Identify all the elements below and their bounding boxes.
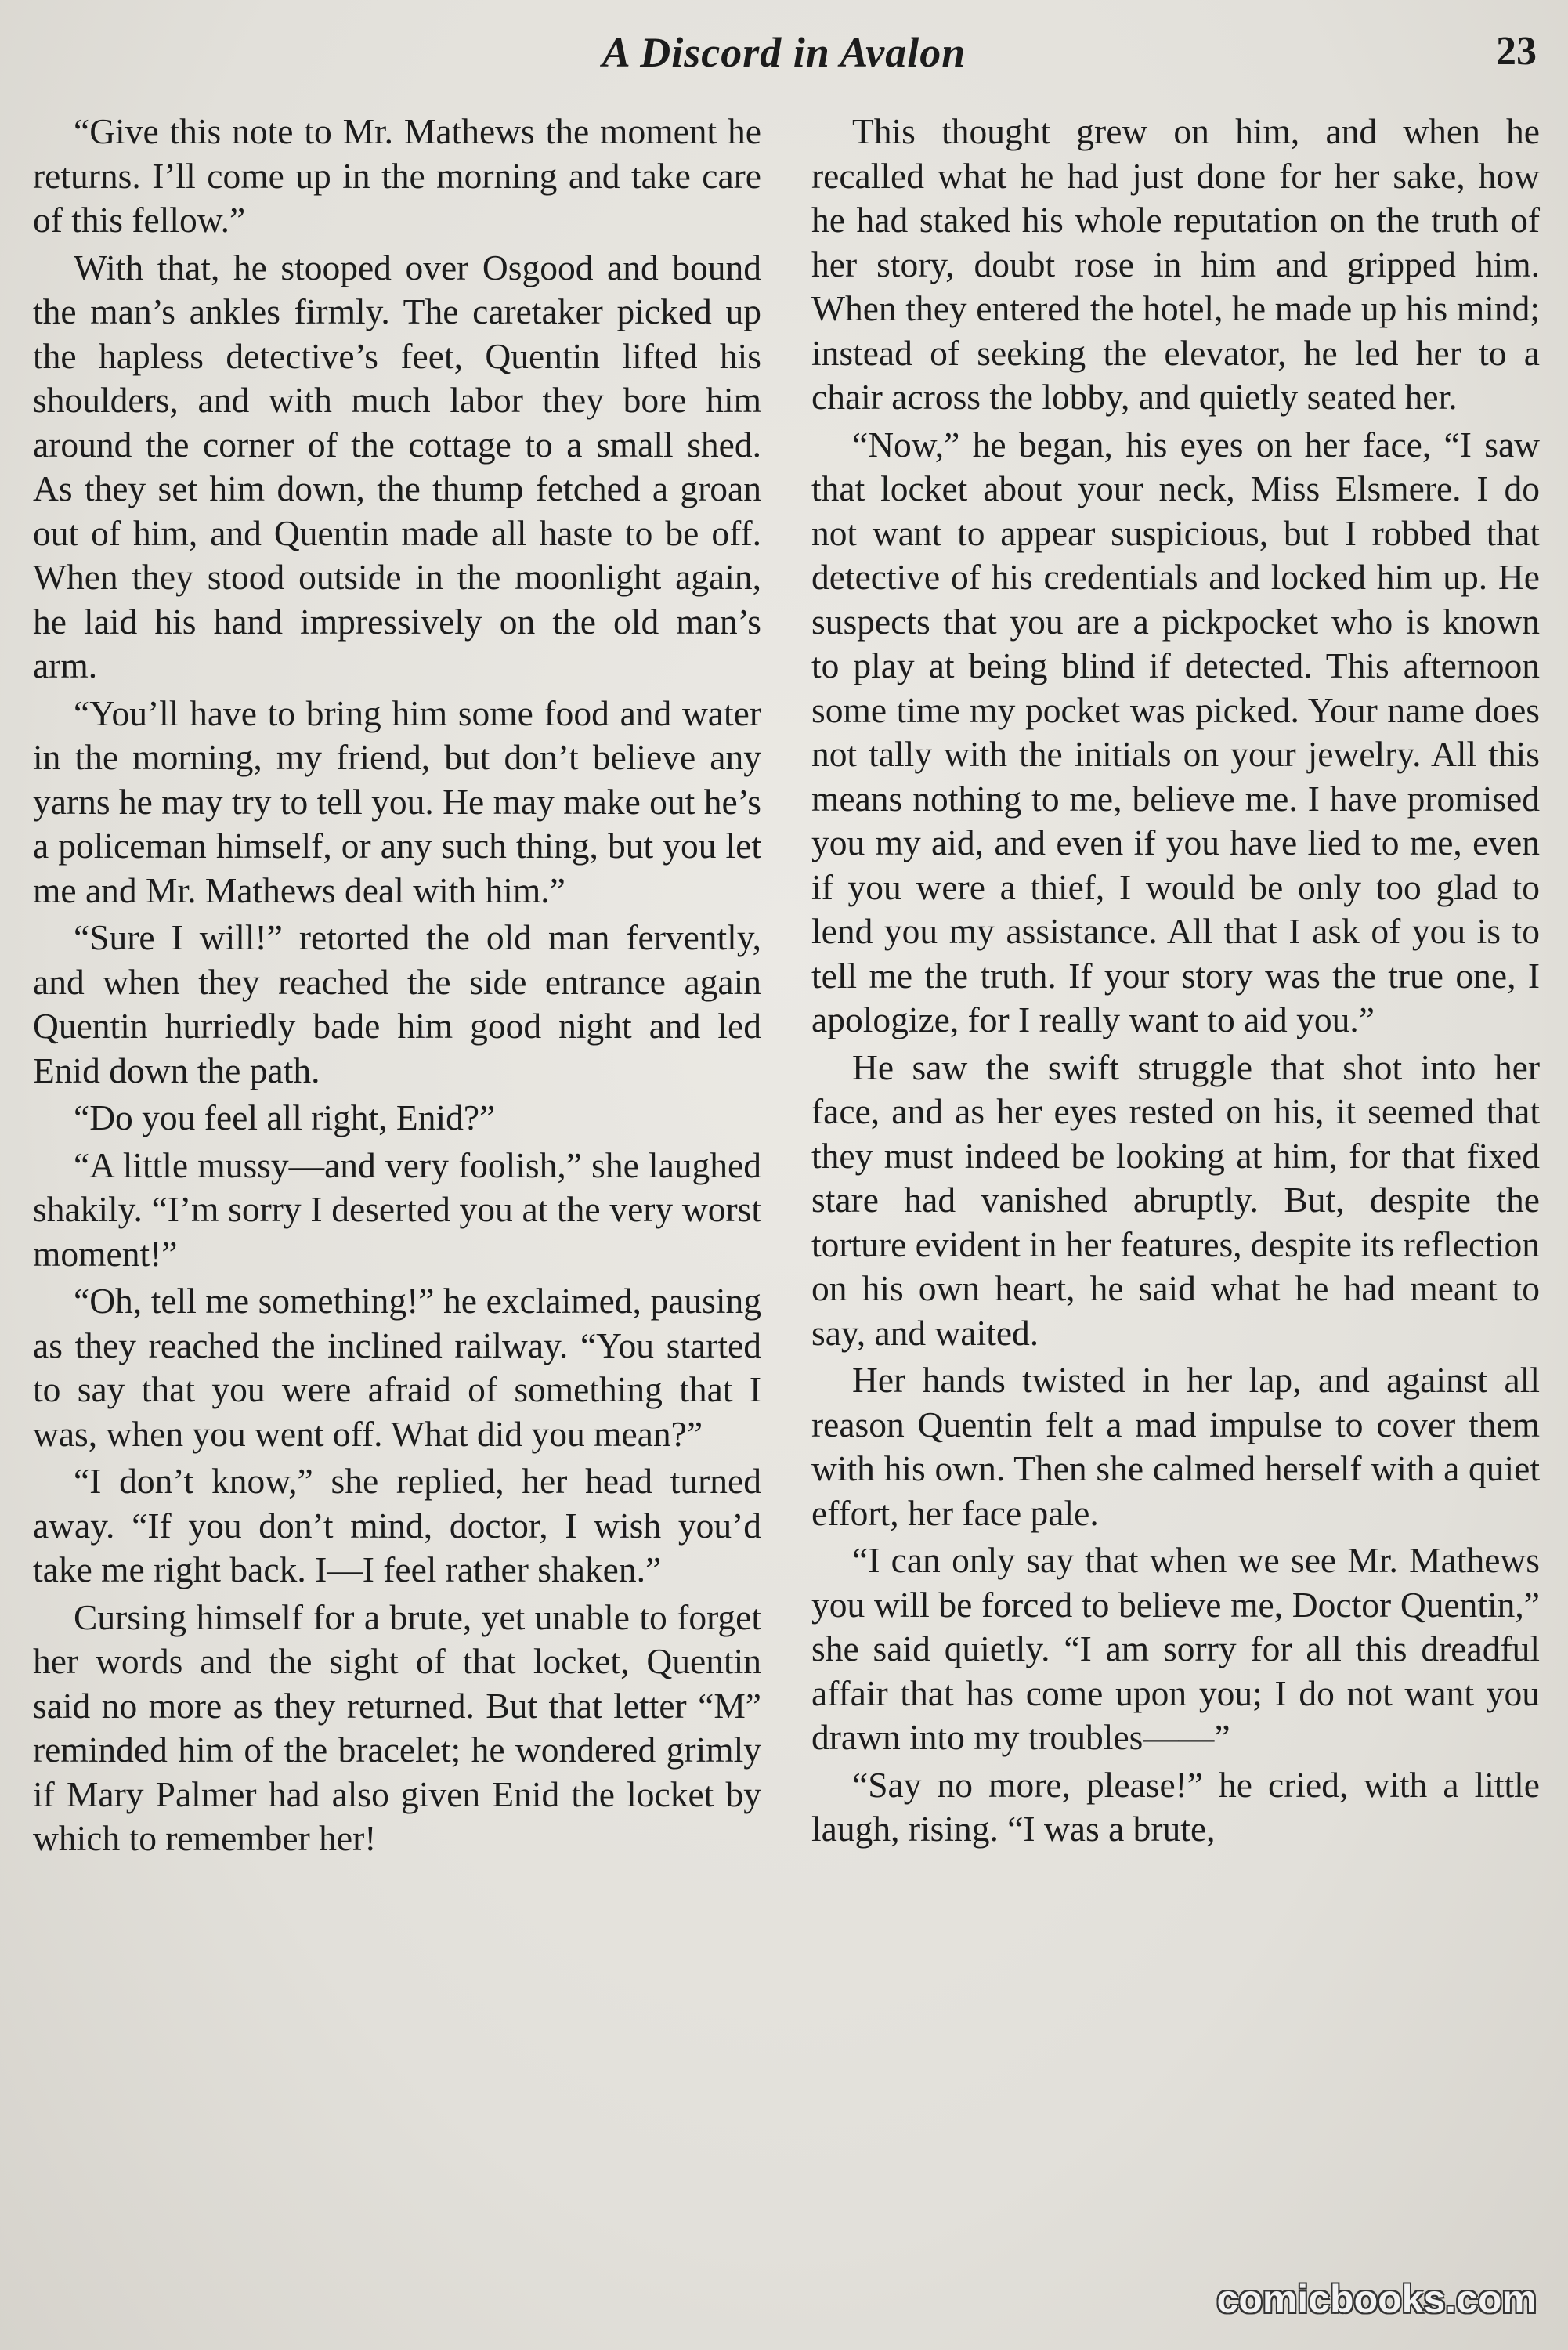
paragraph: “I can only say that when we see Mr. Mathews you will be forced to believe me, Doctor Quentin,” she said quietly. “I am sorry for all this dreadful affair that has come upon you; I do not want you drawn into my troubles——” (811, 1540, 1540, 1757)
paragraph: “Do you feel all right, Enid?” (74, 1097, 496, 1137)
paragraph: “You’ll have to bring him some food and water in the morning, my friend, but don’t believe any yarns he may try to tell you. He may make out he’s a policeman himself, or any such thing, but you let me and Mr. Mathews deal with him.” (33, 692, 761, 910)
page-title: A Discord in Avalon (602, 29, 966, 76)
paragraph: “Say no more, please!” he cried, with a little laugh, rising. “I was a brute, (811, 1764, 1540, 1849)
paragraph: “Sure I will!” retorted the old man fervently, and when they reached the side entrance again Quentin hurriedly bade him good night and led Enid down the path. (33, 917, 761, 1090)
paragraph: Her hands twisted in her lap, and against all reason Quentin felt a mad impulse to cover them with his own. Then she calmed herself with a quiet effort, her face pale. (811, 1360, 1540, 1533)
watermark: comicbooks.com (1216, 2277, 1537, 2321)
paragraph: “I don’t know,” she replied, her head turned away. “If you don’t mind, doctor, I wish you’d take me right back. I—I feel rather shaken.” (33, 1461, 761, 1589)
page-number: 23 (1496, 29, 1537, 74)
paragraph: Cursing himself for a brute, yet unable to forget her words and the sight of that locket, Quentin said no more as they returned. But that letter “M” reminded him of the bracelet; he wondered grimly if Mary Palmer had also given Enid the locket by which to remember her! (33, 1596, 761, 1858)
running-header (0, 28, 1568, 83)
paragraph: This thought grew on him, and when he recalled what he had just done for her sake, how he had staked his whole reputation on the truth of her story, doubt rose in him and gripped him. When they entered the hotel, he made up his mind; instead of seeking the elevator, he led her to a chair across the lobby, and quietly seated her. (811, 111, 1540, 417)
paragraph: “Oh, tell me something!” he exclaimed, pausing as they reached the inclined railway. “You started to say that you were afraid of something that I was, when you went off. What did you mean?” (33, 1281, 761, 1454)
right-column (811, 110, 1540, 1855)
paragraph: “Now,” he began, his eyes on her face, “I saw that locket about your neck, Miss Elsmere. I do not want to appear suspicious, but I robbed that detective of his credentials and locked him up. He suspects that you are a pickpocket who is known to play at being blind if detected. This afternoon some time my pocket was picked. Your name does not tally with the initials on your jewelry. All this means nothing to me, believe me. I have promised you my aid, and even if you have lied to me, even if you were a thief, I would be only too glad to lend you my assistance. All that I ask of you is to tell me the truth. If your story was the true one, I apologize, for I really want to aid you.” (811, 424, 1540, 1039)
left-column (33, 110, 761, 1864)
paragraph: He saw the swift struggle that shot into her face, and as her eyes rested on his, it seemed that they must indeed be looking at him, for that fixed stare had vanished abruptly. But, despite the torture evident in her features, despite its reflection on his own heart, he said what he had meant to say, and waited. (811, 1047, 1540, 1353)
paragraph: “Give this note to Mr. Mathews the moment he returns. I’ll come up in the morning and take care of this fellow.” (33, 111, 761, 240)
paragraph: With that, he stooped over Osgood and bound the man’s ankles firmly. The caretaker picked up the hapless detective’s feet, Quentin lifted his shoulders, and with much labor they bore him around the corner of the cottage to a small shed. As they set him down, the thump fetched a groan out of him, and Quentin made all haste to be off. When they stood outside in the moonlight again, he laid his hand impressively on the old man’s arm. (33, 247, 761, 685)
paragraph: “A little mussy—and very foolish,” she laughed shakily. “I’m sorry I deserted you at the very worst moment!” (33, 1144, 761, 1274)
